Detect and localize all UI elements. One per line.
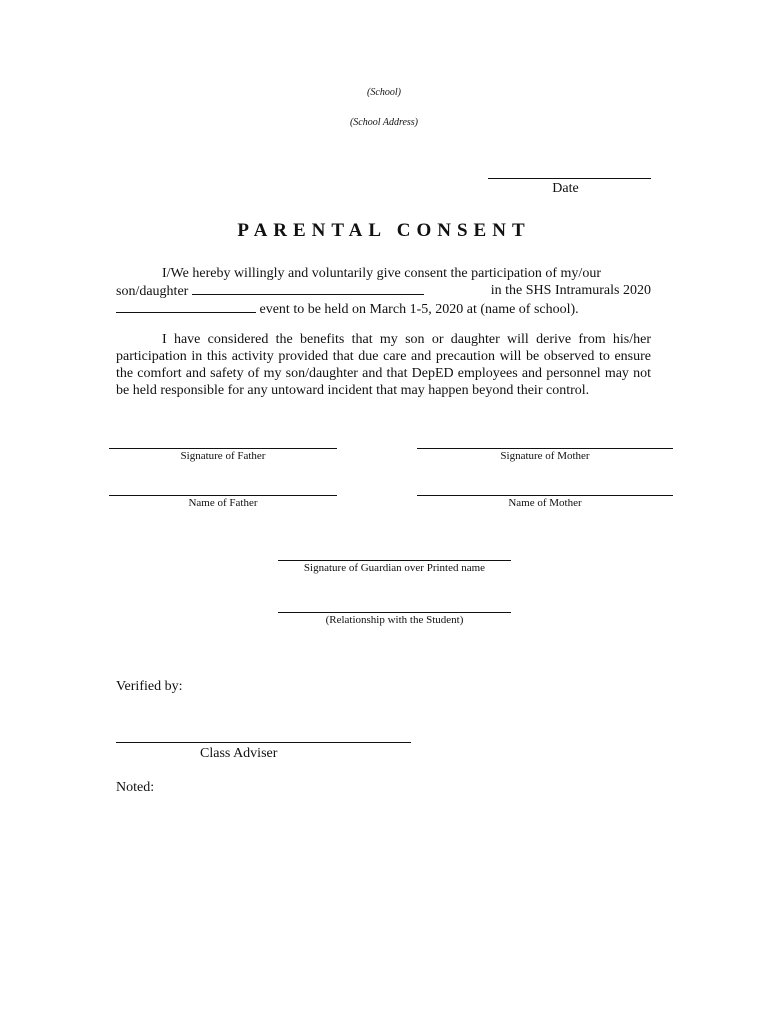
- benefits-paragraph: I have considered the benefits that my son or daughter will derive from his/her participation in this activity provided that due care and precaution will be observed to ensure the comfort and safety of my son/daughter and that DepED employees and personnel may not be held responsible for any untoward incident that may happen beyond their control.: [116, 332, 651, 398]
- father-name-label: Name of Father: [188, 497, 258, 509]
- class-adviser-label: Class Adviser: [200, 746, 278, 761]
- mother-name-line: [417, 495, 673, 496]
- father-signature-line: [109, 448, 337, 449]
- event-name-blank: [116, 300, 256, 313]
- school-placeholder: (School): [367, 87, 401, 98]
- student-name-blank: [192, 282, 424, 295]
- noted-label: Noted:: [116, 780, 155, 795]
- mother-signature-line: [417, 448, 673, 449]
- document-title: PARENTAL CONSENT: [237, 220, 531, 241]
- consent-line-1: I/We hereby willingly and voluntarily give consent the participation of my/our: [162, 266, 601, 281]
- relationship-label: (Relationship with the Student): [325, 614, 464, 626]
- guardian-signature-line: [278, 560, 511, 561]
- date-label: Date: [552, 181, 579, 196]
- consent-line-2: son/daughter in the SHS Intramurals 2020: [116, 283, 651, 299]
- mother-signature-label: Signature of Mother: [500, 450, 590, 462]
- verified-by-label: Verified by:: [116, 679, 183, 694]
- school-address-placeholder: (School Address): [349, 117, 419, 128]
- class-adviser-line: [116, 742, 411, 743]
- relationship-line: [278, 612, 511, 613]
- father-name-line: [109, 495, 337, 496]
- father-signature-label: Signature of Father: [180, 450, 266, 462]
- date-line: [488, 178, 651, 179]
- guardian-signature-label: Signature of Guardian over Printed name: [303, 562, 486, 574]
- consent-event-text: in the SHS Intramurals 2020: [490, 283, 651, 298]
- mother-name-label: Name of Mother: [508, 497, 582, 509]
- consent-line-3: [116, 300, 651, 318]
- consent-date-text: event to be held on March 1-5, 2020 at (name of school).: [259, 302, 579, 317]
- consent-paragraph: [116, 265, 651, 318]
